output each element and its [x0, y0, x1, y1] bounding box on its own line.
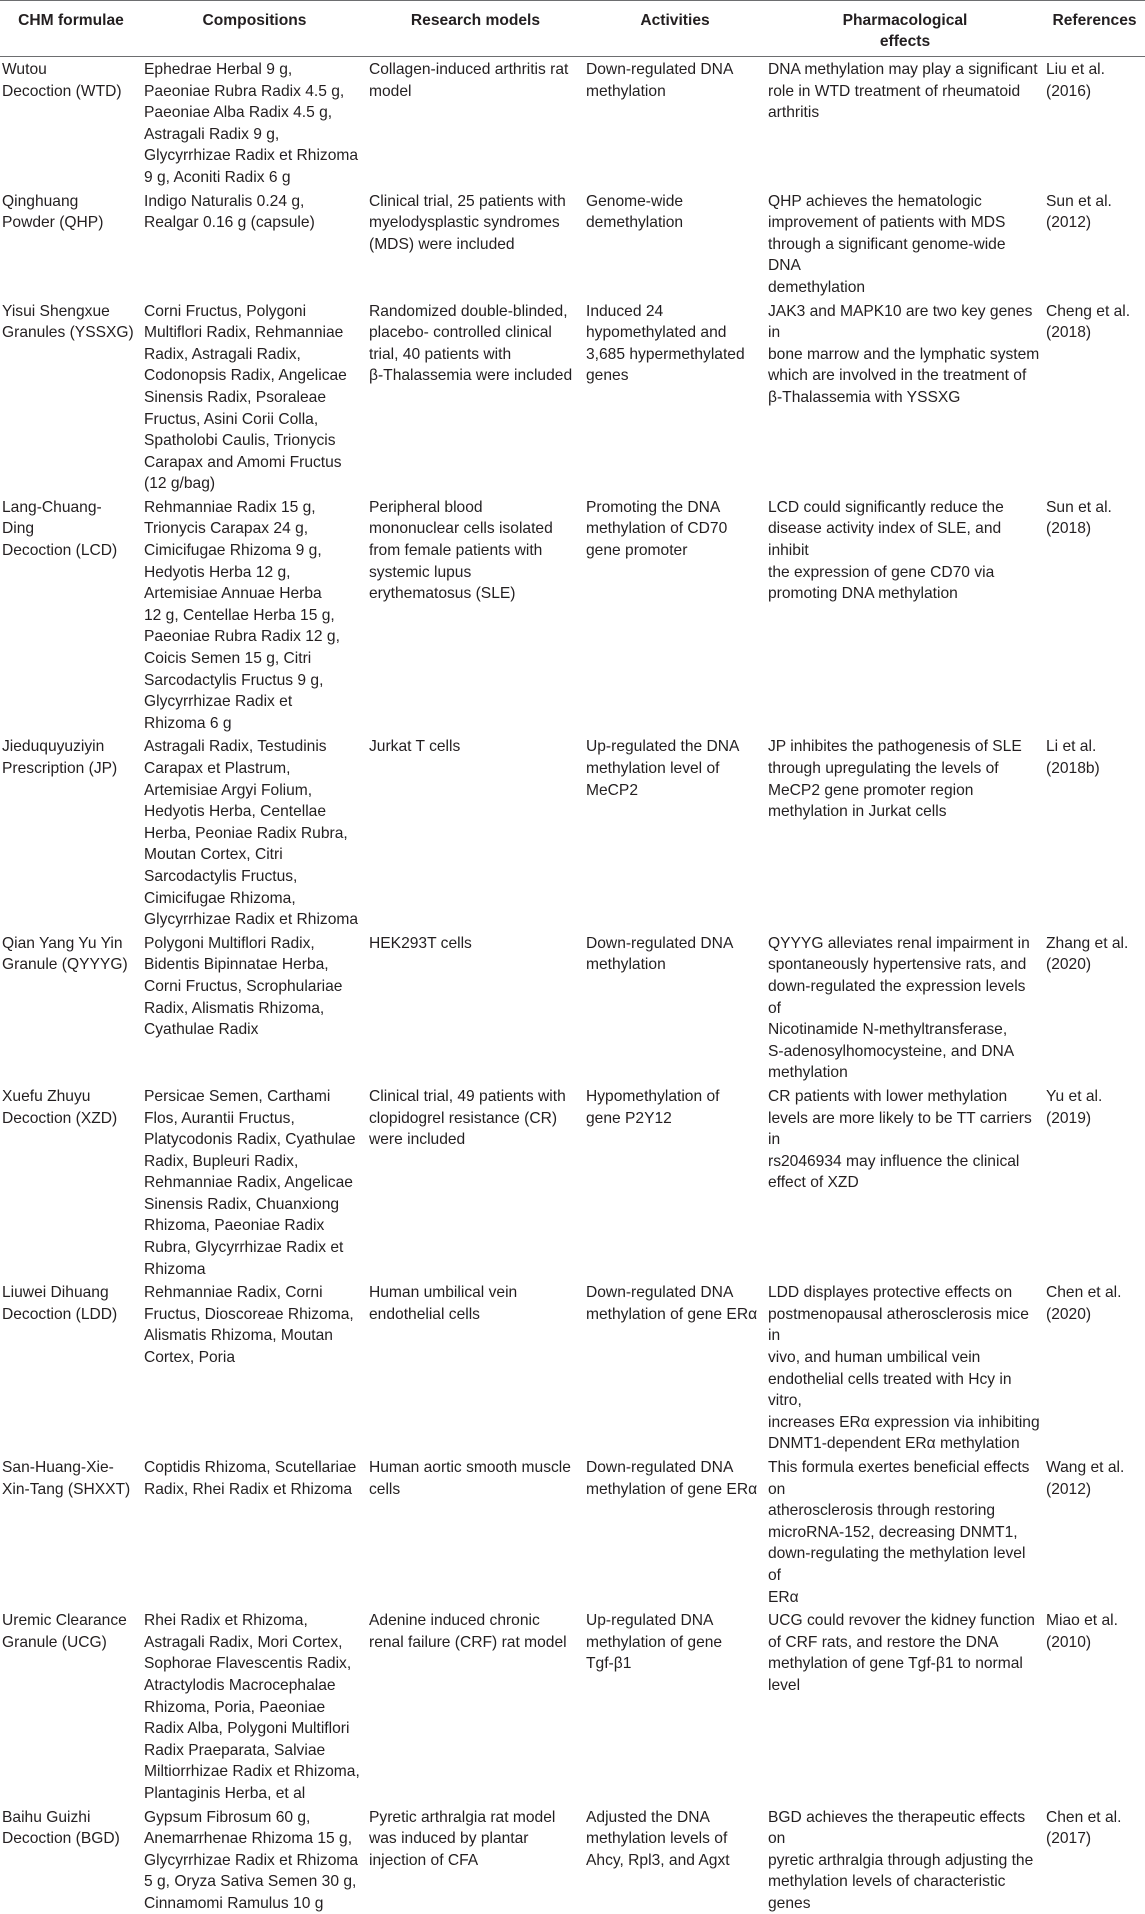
compositions-cell: Ephedrae Herbal 9 g, Paeoniae Rubra Radix 4.5 g, Paeoniae Alba Radix 4.5 g, Astragali Radix 9 g, Glycyrrhizae Radix et Rhizoma 9 g, Aconiti Radix 6 g: [142, 57, 367, 189]
reference-cell: Chen et al. (2020): [1044, 1280, 1145, 1455]
reference-cell: Liu et al. (2016): [1044, 57, 1145, 189]
reference-cell: Li et al. (2018b): [1044, 734, 1145, 930]
reference-cell: Yu et al. (2019): [1044, 1084, 1145, 1280]
formula-cell: Xuefu Zhuyu Decoction (XZD): [0, 1084, 142, 1280]
pharmacological-effects-cell: QHP achieves the hematologic improvement of patients with MDS through a significant genome-wide DNA demethylation: [766, 189, 1044, 299]
table-row: [0, 931, 1145, 1084]
compositions-cell: Coptidis Rhizoma, Scutellariae Radix, Rhei Radix et Rhizoma: [142, 1455, 367, 1608]
formula-cell: Qinghuang Powder (QHP): [0, 189, 142, 299]
compositions-cell: Rehmanniae Radix 15 g, Trionycis Carapax 24 g, Cimicifugae Rhizoma 9 g, Hedyotis Herba 12 g, Artemisiae Annuae Herba 12 g, Centellae Herba 15 g, Paeoniae Rubra Radix 12 g, Coicis Semen 15 g, Citri Sarcodactylis Fructus 9 g, Glycyrrhizae Radix et Rhizoma 6 g: [142, 495, 367, 735]
formula-cell: Qian Yang Yu Yin Granule (QYYYG): [0, 931, 142, 1084]
research-model-cell: Peripheral blood mononuclear cells isolated from female patients with systemic lupus erythematosus (SLE): [367, 495, 584, 735]
table-row: [0, 1280, 1145, 1455]
pharmacological-effects-cell: BGD achieves the therapeutic effects on pyretic arthralgia through adjusting the methylation levels of characteristic genes: [766, 1805, 1044, 1914]
reference-cell: Miao et al. (2010): [1044, 1608, 1145, 1804]
formula-cell: Jieduquyuziyin Prescription (JP): [0, 734, 142, 930]
reference-cell: Sun et al. (2018): [1044, 495, 1145, 735]
table-row: [0, 1805, 1145, 1914]
formula-cell: San-Huang-Xie- Xin-Tang (SHXXT): [0, 1455, 142, 1608]
reference-cell: Chen et al. (2017): [1044, 1805, 1145, 1914]
reference-cell: Wang et al. (2012): [1044, 1455, 1145, 1608]
table-row: [0, 734, 1145, 930]
activities-cell: Promoting the DNA methylation of CD70 gene promoter: [584, 495, 766, 735]
research-model-cell: HEK293T cells: [367, 931, 584, 1084]
formula-cell: Baihu Guizhi Decoction (BGD): [0, 1805, 142, 1914]
activities-cell: Up-regulated DNA methylation of gene Tgf-β1: [584, 1608, 766, 1804]
compositions-cell: Astragali Radix, Testudinis Carapax et Plastrum, Artemisiae Argyi Folium, Hedyotis Herba, Centellae Herba, Peoniae Radix Rubra, Moutan Cortex, Citri Sarcodactylis Fructus, Cimicifugae Rhizoma, Glycyrrhizae Radix et Rhizoma: [142, 734, 367, 930]
activities-cell: Up-regulated the DNA methylation level of MeCP2: [584, 734, 766, 930]
header-chm-formulae: CHM formulae: [0, 1, 142, 57]
pharmacological-effects-cell: JAK3 and MAPK10 are two key genes in bone marrow and the lymphatic system which are involved in the treatment of β-Thalassemia with YSSXG: [766, 299, 1044, 495]
activities-cell: Hypomethylation of gene P2Y12: [584, 1084, 766, 1280]
activities-cell: Adjusted the DNA methylation levels of Ahcy, Rpl3, and Agxt: [584, 1805, 766, 1914]
table-row: [0, 1455, 1145, 1608]
research-model-cell: Jurkat T cells: [367, 734, 584, 930]
reference-cell: Cheng et al. (2018): [1044, 299, 1145, 495]
research-model-cell: Human aortic smooth muscle cells: [367, 1455, 584, 1608]
table-row: [0, 495, 1145, 735]
compositions-cell: Indigo Naturalis 0.24 g, Realgar 0.16 g (capsule): [142, 189, 367, 299]
table-row: [0, 1608, 1145, 1804]
formula-cell: Liuwei Dihuang Decoction (LDD): [0, 1280, 142, 1455]
activities-cell: Down-regulated DNA methylation: [584, 57, 766, 189]
compositions-cell: Rhei Radix et Rhizoma, Astragali Radix, Mori Cortex, Sophorae Flavescentis Radix, Atractylodis Macrocephalae Rhizoma, Poria, Paeoniae Radix Alba, Polygoni Multiflori Radix Praeparata, Salviae Miltiorrhizae Radix et Rhizoma, Plantaginis Herba, et al: [142, 1608, 367, 1804]
formula-cell: Yisui Shengxue Granules (YSSXG): [0, 299, 142, 495]
reference-cell: Sun et al. (2012): [1044, 189, 1145, 299]
compositions-cell: Gypsum Fibrosum 60 g, Anemarrhenae Rhizoma 15 g, Glycyrrhizae Radix et Rhizoma 5 g, Oryza Sativa Semen 30 g, Cinnamomi Ramulus 10 g: [142, 1805, 367, 1914]
table-row: [0, 57, 1145, 189]
pharmacological-effects-cell: UCG could revover the kidney function of CRF rats, and restore the DNA methylation of gene Tgf-β1 to normal level: [766, 1608, 1044, 1804]
activities-cell: Induced 24 hypomethylated and 3,685 hypermethylated genes: [584, 299, 766, 495]
research-model-cell: Collagen-induced arthritis rat model: [367, 57, 584, 189]
compositions-cell: Rehmanniae Radix, Corni Fructus, Dioscoreae Rhizoma, Alismatis Rhizoma, Moutan Cortex, Poria: [142, 1280, 367, 1455]
pharmacological-effects-cell: DNA methylation may play a significant role in WTD treatment of rheumatoid arthritis: [766, 57, 1044, 189]
pharmacological-effects-cell: This formula exertes beneficial effects on atherosclerosis through restoring microRNA-152, decreasing DNMT1, down-regulating the methylation level of ERα: [766, 1455, 1044, 1608]
research-model-cell: Adenine induced chronic renal failure (CRF) rat model: [367, 1608, 584, 1804]
reference-cell: Zhang et al. (2020): [1044, 931, 1145, 1084]
activities-cell: Down-regulated DNA methylation of gene ERα: [584, 1455, 766, 1608]
pharmacological-effects-cell: QYYYG alleviates renal impairment in spontaneously hypertensive rats, and down-regulated the expression levels of Nicotinamide N-methyltransferase, S-adenosylhomocysteine, and DNA methylation: [766, 931, 1044, 1084]
pharmacological-effects-cell: LCD could significantly reduce the disease activity index of SLE, and inhibit the expression of gene CD70 via promoting DNA methylation: [766, 495, 1044, 735]
compositions-cell: Corni Fructus, Polygoni Multiflori Radix, Rehmanniae Radix, Astragali Radix, Codonopsis Radix, Angelicae Sinensis Radix, Psoraleae Fructus, Asini Corii Colla, Spatholobi Caulis, Trionycis Carapax and Amomi Fructus (12 g/bag): [142, 299, 367, 495]
compositions-cell: Persicae Semen, Carthami Flos, Aurantii Fructus, Platycodonis Radix, Cyathulae Radix, Bupleuri Radix, Rehmanniae Radix, Angelicae Sinensis Radix, Chuanxiong Rhizoma, Paeoniae Radix Rubra, Glycyrrhizae Radix et Rhizoma: [142, 1084, 367, 1280]
research-model-cell: Randomized double-blinded, placebo- controlled clinical trial, 40 patients with β-Thalassemia were included: [367, 299, 584, 495]
table-row: [0, 1084, 1145, 1280]
activities-cell: Down-regulated DNA methylation: [584, 931, 766, 1084]
formula-cell: Wutou Decoction (WTD): [0, 57, 142, 189]
compositions-cell: Polygoni Multiflori Radix, Bidentis Bipinnatae Herba, Corni Fructus, Scrophulariae Radix, Alismatis Rhizoma, Cyathulae Radix: [142, 931, 367, 1084]
table-row: [0, 299, 1145, 495]
research-model-cell: Clinical trial, 25 patients with myelodysplastic syndromes (MDS) were included: [367, 189, 584, 299]
header-references: References: [1044, 1, 1145, 57]
header-activities: Activities: [584, 1, 766, 57]
formula-cell: Lang-Chuang- Ding Decoction (LCD): [0, 495, 142, 735]
research-model-cell: Human umbilical vein endothelial cells: [367, 1280, 584, 1455]
table-row: [0, 189, 1145, 299]
header-pharmacological-effects: Pharmacological effects: [766, 1, 1044, 57]
header-research-models: Research models: [367, 1, 584, 57]
pharmacological-effects-cell: LDD displayes protective effects on postmenopausal atherosclerosis mice in vivo, and human umbilical vein endothelial cells treated with Hcy in vitro, increases ERα expression via inhibiting DNMT1-dependent ERα methylation: [766, 1280, 1044, 1455]
research-model-cell: Pyretic arthralgia rat model was induced by plantar injection of CFA: [367, 1805, 584, 1914]
pharmacological-effects-cell: JP inhibites the pathogenesis of SLE through upregulating the levels of MeCP2 gene promoter region methylation in Jurkat cells: [766, 734, 1044, 930]
pharmacological-effects-cell: CR patients with lower methylation levels are more likely to be TT carriers in rs2046934 may influence the clinical effect of XZD: [766, 1084, 1044, 1280]
research-model-cell: Clinical trial, 49 patients with clopidogrel resistance (CR) were included: [367, 1084, 584, 1280]
formula-cell: Uremic Clearance Granule (UCG): [0, 1608, 142, 1804]
header-compositions: Compositions: [142, 1, 367, 57]
activities-cell: Genome-wide demethylation: [584, 189, 766, 299]
table-header-row: [0, 1, 1145, 57]
activities-cell: Down-regulated DNA methylation of gene ERα: [584, 1280, 766, 1455]
